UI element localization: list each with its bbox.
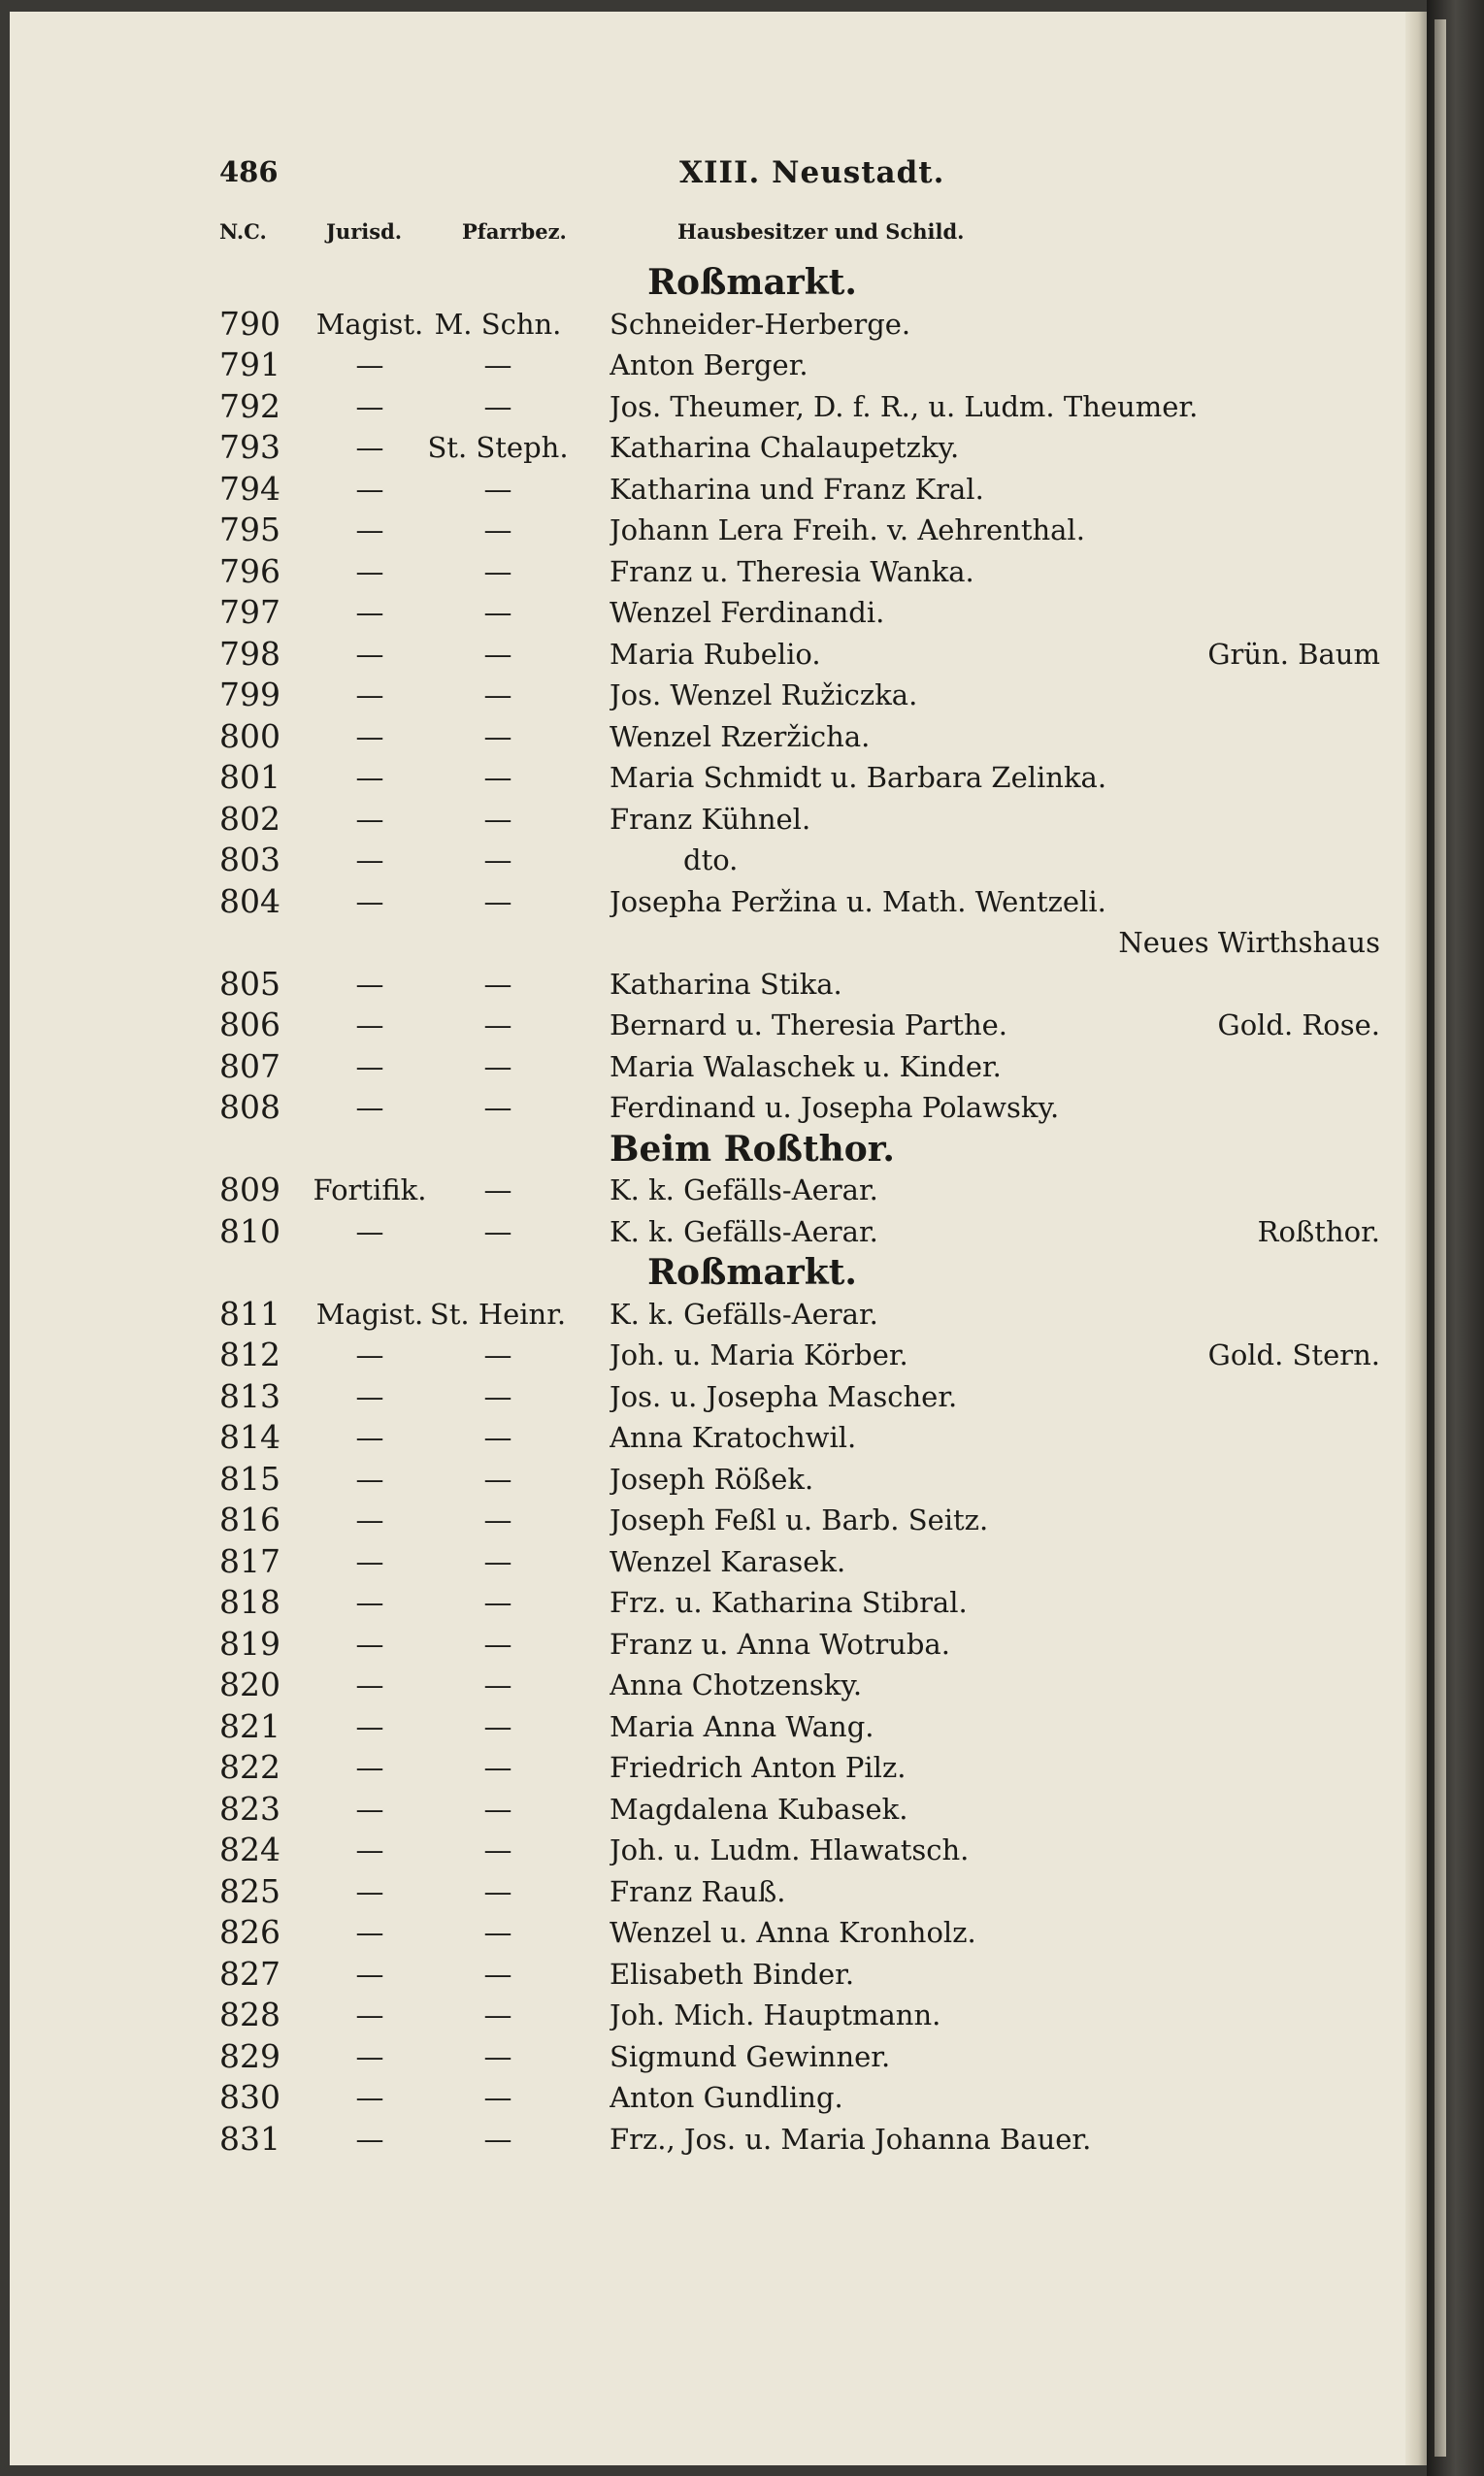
house-number: 826 bbox=[219, 1913, 280, 1951]
street-heading bbox=[10, 262, 1427, 304]
register-row bbox=[10, 427, 1427, 469]
owner-name: Ferdinand u. Josepha Polawsky. bbox=[610, 1091, 1060, 1124]
jurisdiction: — bbox=[355, 884, 384, 918]
parish: St. Heinr. bbox=[429, 1297, 567, 1331]
jurisdiction: — bbox=[355, 1751, 384, 1784]
jurisdiction: — bbox=[355, 1586, 384, 1619]
jurisdiction: — bbox=[355, 1544, 384, 1578]
jurisdiction: — bbox=[355, 1874, 384, 1908]
jurisdiction: Magist. bbox=[315, 1297, 424, 1331]
owner-name: Sigmund Gewinner. bbox=[610, 2039, 891, 2073]
jurisdiction: — bbox=[355, 1338, 384, 1371]
owner-name: Magdalena Kubasek. bbox=[610, 1792, 908, 1826]
jurisdiction: — bbox=[355, 1462, 384, 1496]
parish: — bbox=[483, 472, 512, 506]
register-row bbox=[10, 1376, 1427, 1418]
parish: — bbox=[483, 1751, 512, 1784]
register-row bbox=[10, 1912, 1427, 1954]
parish: — bbox=[483, 2039, 512, 2073]
house-number: 804 bbox=[219, 881, 280, 920]
house-number: 828 bbox=[219, 1996, 280, 2033]
house-number: 802 bbox=[219, 799, 280, 838]
sign-continuation-row bbox=[10, 922, 1427, 964]
jurisdiction: — bbox=[355, 1916, 384, 1949]
house-number: 807 bbox=[219, 1046, 280, 1085]
parish: — bbox=[483, 884, 512, 918]
owner-name: Josepha Peržina u. Math. Wentzeli. bbox=[610, 884, 1106, 918]
parish: — bbox=[483, 1544, 512, 1578]
house-number: 824 bbox=[219, 1831, 280, 1868]
binding-page-strip bbox=[1435, 19, 1446, 2457]
register-row bbox=[10, 1500, 1427, 1541]
parish: — bbox=[483, 1792, 512, 1826]
house-number: 812 bbox=[219, 1336, 280, 1373]
register-row bbox=[10, 716, 1427, 758]
jurisdiction: — bbox=[355, 967, 384, 1001]
owner-name: Katharina Stika. bbox=[610, 967, 842, 1001]
parish: — bbox=[483, 1462, 512, 1496]
register-row bbox=[10, 1170, 1427, 1211]
jurisdiction: — bbox=[355, 1998, 384, 2031]
house-number: 815 bbox=[219, 1459, 280, 1498]
parish: — bbox=[483, 1709, 512, 1743]
register-row bbox=[10, 551, 1427, 593]
register-row bbox=[10, 1747, 1427, 1789]
jurisdiction: — bbox=[355, 2039, 384, 2073]
parish: — bbox=[483, 2081, 512, 2114]
owner-name: Schneider-Herberge. bbox=[610, 307, 911, 341]
owner-name: dto. bbox=[683, 843, 739, 876]
house-number: 816 bbox=[219, 1501, 280, 1538]
owner-name: Jos. Theumer, D. f. R., u. Ludm. Theumer. bbox=[610, 389, 1199, 423]
owner-name: K. k. Gefälls-Aerar. bbox=[610, 1297, 878, 1331]
register-row bbox=[10, 1582, 1427, 1624]
register-row bbox=[10, 1335, 1427, 1376]
register-row bbox=[10, 881, 1427, 923]
house-number: 829 bbox=[219, 2036, 280, 2075]
register-list bbox=[10, 262, 1427, 2160]
house-number: 791 bbox=[219, 346, 280, 383]
register-row bbox=[10, 1624, 1427, 1666]
parish: — bbox=[483, 1379, 512, 1413]
owner-name: Franz Kühnel. bbox=[610, 802, 811, 836]
owner-name: Wenzel Rzeržicha. bbox=[610, 719, 871, 753]
parish: — bbox=[483, 1957, 512, 1991]
house-number: 806 bbox=[219, 1006, 280, 1043]
owner-name: Friedrich Anton Pilz. bbox=[610, 1751, 907, 1784]
register-row bbox=[10, 1541, 1427, 1583]
owner-name: Joseph Feßl u. Barb. Seitz. bbox=[610, 1503, 989, 1536]
jurisdiction: — bbox=[355, 389, 384, 423]
book-binding bbox=[1427, 0, 1484, 2476]
street-heading-text: Beim Roßthor. bbox=[610, 1128, 895, 1170]
register-row bbox=[10, 2119, 1427, 2161]
page-number: 486 bbox=[219, 155, 279, 188]
owner-name: Anton Berger. bbox=[610, 348, 808, 381]
parish: — bbox=[483, 1338, 512, 1371]
running-head bbox=[10, 155, 1427, 194]
jurisdiction: — bbox=[355, 761, 384, 794]
parish: — bbox=[483, 554, 512, 588]
owner-name: Bernard u. Theresia Parthe. bbox=[610, 1008, 1008, 1041]
parish: — bbox=[483, 513, 512, 546]
parish: — bbox=[483, 1173, 512, 1206]
register-row bbox=[10, 1046, 1427, 1088]
register-row bbox=[10, 345, 1427, 386]
owner-name: Franz u. Theresia Wanka. bbox=[610, 554, 974, 588]
jurisdiction: Magist. bbox=[315, 307, 424, 341]
owner-name: Katharina Chalaupetzky. bbox=[610, 431, 960, 464]
owner-name: Wenzel Karasek. bbox=[610, 1544, 846, 1578]
street-heading-text: Roßmarkt. bbox=[647, 262, 857, 303]
house-number: 796 bbox=[219, 551, 280, 590]
owner-name: Frz. u. Katharina Stibral. bbox=[610, 1586, 968, 1619]
jurisdiction: — bbox=[355, 1833, 384, 1866]
column-header-jurisdiction: Jurisd. bbox=[326, 219, 403, 244]
parish: — bbox=[483, 596, 512, 629]
owner-name: Franz Rauß. bbox=[610, 1874, 786, 1908]
house-number: 793 bbox=[219, 428, 280, 466]
parish: — bbox=[483, 678, 512, 711]
owner-name: Elisabeth Binder. bbox=[610, 1957, 855, 1991]
jurisdiction: — bbox=[355, 637, 384, 671]
register-row bbox=[10, 1294, 1427, 1336]
house-number: 810 bbox=[219, 1211, 280, 1250]
owner-name: Franz u. Anna Wotruba. bbox=[610, 1627, 950, 1661]
register-row bbox=[10, 469, 1427, 511]
owner-name: Maria Rubelio. bbox=[610, 637, 821, 671]
house-sign: Gold. Rose. bbox=[1217, 1008, 1380, 1041]
owner-name: Joh. u. Maria Körber. bbox=[610, 1338, 908, 1371]
register-row bbox=[10, 1995, 1427, 2036]
owner-name: Joh. Mich. Hauptmann. bbox=[610, 1998, 941, 2031]
house-number: 827 bbox=[219, 1954, 280, 1993]
house-number: 830 bbox=[219, 2078, 280, 2116]
house-number: 818 bbox=[219, 1583, 280, 1621]
jurisdiction: — bbox=[355, 1709, 384, 1743]
register-row bbox=[10, 2077, 1427, 2119]
jurisdiction: — bbox=[355, 843, 384, 876]
jurisdiction: — bbox=[355, 554, 384, 588]
register-row bbox=[10, 592, 1427, 634]
house-number: 825 bbox=[219, 1871, 280, 1910]
house-number: 798 bbox=[219, 634, 280, 673]
parish: — bbox=[483, 802, 512, 836]
register-row bbox=[10, 634, 1427, 676]
jurisdiction: — bbox=[355, 1627, 384, 1661]
jurisdiction: — bbox=[355, 596, 384, 629]
owner-name: Jos. Wenzel Ružiczka. bbox=[610, 678, 918, 711]
parish: — bbox=[483, 1874, 512, 1908]
house-number: 819 bbox=[219, 1624, 280, 1663]
register-row bbox=[10, 1830, 1427, 1871]
owner-name: Frz., Jos. u. Maria Johanna Bauer. bbox=[610, 2122, 1092, 2156]
jurisdiction: Fortifik. bbox=[313, 1173, 427, 1206]
jurisdiction: — bbox=[355, 1957, 384, 1991]
book-page bbox=[10, 12, 1427, 2465]
owner-name: Wenzel Ferdinandi. bbox=[610, 596, 885, 629]
house-number: 805 bbox=[219, 964, 280, 1003]
house-sign: Neues Wirthshaus bbox=[1118, 926, 1380, 959]
owner-name: Maria Walaschek u. Kinder. bbox=[610, 1049, 1002, 1083]
owner-name: Maria Anna Wang. bbox=[610, 1709, 874, 1743]
parish: — bbox=[483, 389, 512, 423]
register-row bbox=[10, 2036, 1427, 2078]
register-row bbox=[10, 964, 1427, 1006]
parish: — bbox=[483, 843, 512, 876]
register-row bbox=[10, 1211, 1427, 1253]
house-sign: Grün. Baum bbox=[1207, 637, 1380, 671]
jurisdiction: — bbox=[355, 513, 384, 546]
parish: — bbox=[483, 1668, 512, 1701]
street-heading bbox=[10, 1129, 1427, 1171]
register-row bbox=[10, 1417, 1427, 1459]
parish: — bbox=[483, 1998, 512, 2031]
house-number: 809 bbox=[219, 1171, 280, 1208]
register-row bbox=[10, 510, 1427, 551]
parish: — bbox=[483, 1421, 512, 1454]
jurisdiction: — bbox=[355, 1049, 384, 1083]
owner-name: Anton Gundling. bbox=[610, 2081, 843, 2114]
house-number: 808 bbox=[219, 1088, 280, 1126]
house-number: 814 bbox=[219, 1418, 280, 1456]
register-row bbox=[10, 1665, 1427, 1706]
jurisdiction: — bbox=[355, 1214, 384, 1248]
register-row bbox=[10, 1789, 1427, 1831]
house-sign: Gold. Stern. bbox=[1207, 1338, 1380, 1371]
parish: — bbox=[483, 1091, 512, 1124]
jurisdiction: — bbox=[355, 802, 384, 836]
jurisdiction: — bbox=[355, 1421, 384, 1454]
parish: — bbox=[483, 719, 512, 753]
jurisdiction: — bbox=[355, 2081, 384, 2114]
house-number: 811 bbox=[219, 1294, 280, 1333]
register-row bbox=[10, 1954, 1427, 1996]
register-row bbox=[10, 1871, 1427, 1913]
jurisdiction: — bbox=[355, 348, 384, 381]
house-number: 799 bbox=[219, 676, 280, 713]
owner-name: Wenzel u. Anna Kronholz. bbox=[610, 1916, 976, 1949]
parish: — bbox=[483, 1627, 512, 1661]
parish: St. Steph. bbox=[427, 431, 569, 464]
jurisdiction: — bbox=[355, 1503, 384, 1536]
street-heading bbox=[10, 1252, 1427, 1294]
house-sign: Roßthor. bbox=[1257, 1214, 1380, 1248]
register-row bbox=[10, 1087, 1427, 1129]
parish: — bbox=[483, 348, 512, 381]
jurisdiction: — bbox=[355, 1379, 384, 1413]
parish: — bbox=[483, 1916, 512, 1949]
register-row bbox=[10, 304, 1427, 346]
jurisdiction: — bbox=[355, 431, 384, 464]
owner-name: K. k. Gefälls-Aerar. bbox=[610, 1214, 878, 1248]
owner-name: Anna Kratochwil. bbox=[610, 1421, 857, 1454]
jurisdiction: — bbox=[355, 719, 384, 753]
house-number: 800 bbox=[219, 716, 280, 755]
register-row bbox=[10, 757, 1427, 799]
owner-name: Anna Chotzensky. bbox=[610, 1668, 863, 1701]
parish: — bbox=[483, 967, 512, 1001]
house-number: 795 bbox=[219, 511, 280, 548]
parish: — bbox=[483, 1214, 512, 1248]
parish: — bbox=[483, 2122, 512, 2156]
owner-name: Katharina und Franz Kral. bbox=[610, 472, 984, 506]
parish: — bbox=[483, 761, 512, 794]
parish: M. Schn. bbox=[434, 307, 562, 341]
jurisdiction: — bbox=[355, 472, 384, 506]
jurisdiction: — bbox=[355, 2122, 384, 2156]
house-number: 813 bbox=[219, 1376, 280, 1415]
owner-name: K. k. Gefälls-Aerar. bbox=[610, 1173, 878, 1206]
parish: — bbox=[483, 1586, 512, 1619]
parish: — bbox=[483, 637, 512, 671]
page-edge-shadow bbox=[1405, 12, 1427, 2465]
parish: — bbox=[483, 1503, 512, 1536]
house-number: 790 bbox=[219, 304, 280, 343]
owner-name: Johann Lera Freih. v. Aehrenthal. bbox=[610, 513, 1085, 546]
column-header-number: N.C. bbox=[219, 219, 267, 244]
house-number: 831 bbox=[219, 2119, 280, 2158]
jurisdiction: — bbox=[355, 1008, 384, 1041]
house-number: 817 bbox=[219, 1541, 280, 1580]
owner-name: Joh. u. Ludm. Hlawatsch. bbox=[610, 1833, 970, 1866]
register-row bbox=[10, 799, 1427, 841]
owner-name: Maria Schmidt u. Barbara Zelinka. bbox=[610, 761, 1107, 794]
owner-name: Joseph Rößek. bbox=[610, 1462, 814, 1496]
house-number: 801 bbox=[219, 758, 280, 796]
parish: — bbox=[483, 1008, 512, 1041]
column-header-owner: Hausbesitzer und Schild. bbox=[677, 219, 965, 244]
parish: — bbox=[483, 1833, 512, 1866]
house-number: 820 bbox=[219, 1666, 280, 1703]
register-row bbox=[10, 840, 1427, 881]
column-header-parish: Pfarrbez. bbox=[462, 219, 567, 244]
register-row bbox=[10, 386, 1427, 428]
house-number: 803 bbox=[219, 841, 280, 878]
house-number: 822 bbox=[219, 1748, 280, 1786]
house-number: 792 bbox=[219, 386, 280, 425]
register-row bbox=[10, 1005, 1427, 1046]
register-row bbox=[10, 675, 1427, 716]
jurisdiction: — bbox=[355, 1792, 384, 1826]
owner-name: Jos. u. Josepha Mascher. bbox=[610, 1379, 958, 1413]
register-row bbox=[10, 1459, 1427, 1501]
section-title: XIII. Neustadt. bbox=[679, 155, 945, 190]
jurisdiction: — bbox=[355, 1668, 384, 1701]
house-number: 821 bbox=[219, 1706, 280, 1745]
register-row bbox=[10, 1706, 1427, 1748]
jurisdiction: — bbox=[355, 678, 384, 711]
parish: — bbox=[483, 1049, 512, 1083]
street-heading-text: Roßmarkt. bbox=[647, 1252, 857, 1293]
house-number: 794 bbox=[219, 469, 280, 508]
jurisdiction: — bbox=[355, 1091, 384, 1124]
house-number: 823 bbox=[219, 1789, 280, 1828]
house-number: 797 bbox=[219, 593, 280, 631]
